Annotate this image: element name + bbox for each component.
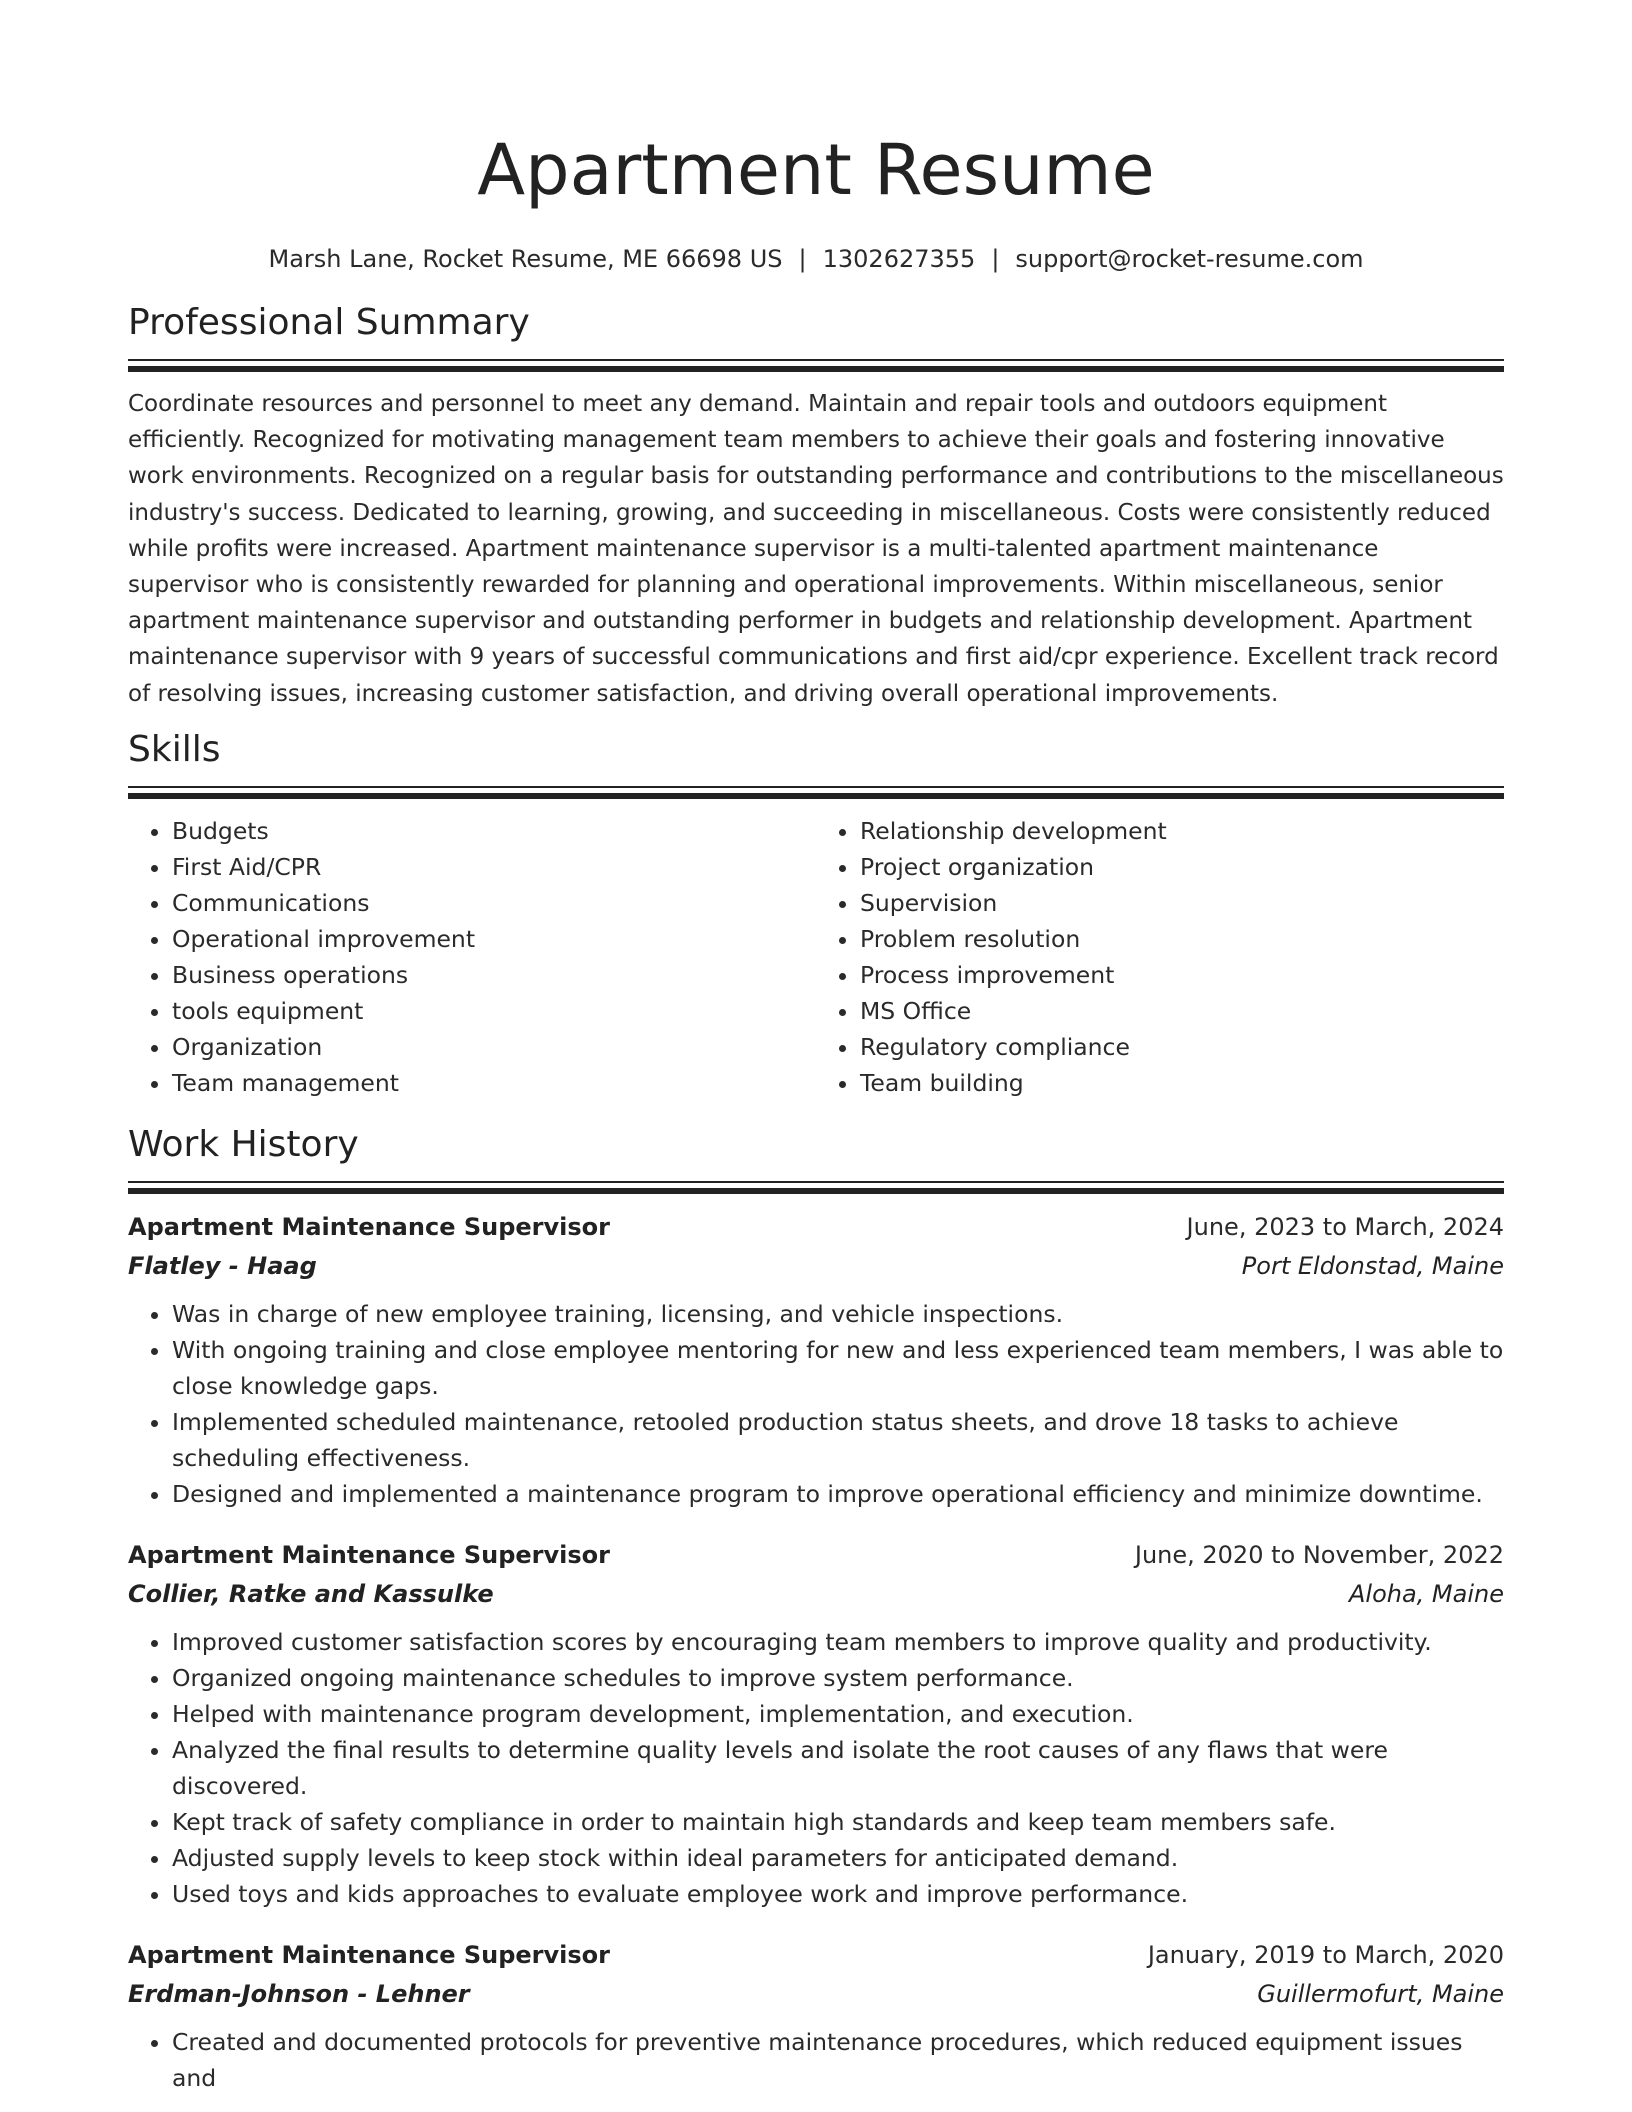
skill-item: • Communications: [172, 885, 816, 921]
job-dates: January, 2019 to March, 2020: [1147, 1940, 1504, 1969]
skill-item: • Organization: [172, 1029, 816, 1065]
job-subheader: [128, 1974, 1504, 2014]
work-history-heading: Work History: [128, 1123, 359, 1165]
skill-item: • MS Office: [860, 993, 1504, 1029]
skill-item: • Operational improvement: [172, 921, 816, 957]
summary-heading: Professional Summary: [128, 302, 530, 343]
job-subheader: [128, 1246, 1504, 1286]
job-entry: [128, 1936, 1504, 2096]
summary-section: [128, 301, 1504, 712]
skill-item: • First Aid/CPR: [172, 849, 816, 885]
job-header: [128, 1208, 1504, 1246]
job-title: Apartment Maintenance Supervisor: [128, 1540, 610, 1569]
job-entry: [128, 1536, 1504, 1912]
job-location: Guillermofurt, Maine: [1257, 1979, 1504, 2008]
skill-item: • Business operations: [172, 957, 816, 993]
job-bullets: [128, 1296, 1504, 1512]
job-entry: [128, 1208, 1504, 1512]
job-bullet: • Adjusted supply levels to keep stock within ideal parameters for anticipated demand.: [172, 1840, 1504, 1876]
skills-columns: [128, 813, 1504, 1101]
skills-list-right: [816, 813, 1504, 1101]
job-title: Apartment Maintenance Supervisor: [128, 1212, 610, 1241]
skill-item: • Supervision: [860, 885, 1504, 921]
contact-line: [128, 243, 1504, 275]
job-dates: June, 2020 to November, 2022: [1134, 1540, 1504, 1569]
skill-item: • Regulatory compliance: [860, 1029, 1504, 1065]
skill-item: • Project organization: [860, 849, 1504, 885]
contact-phone: 1302627355: [822, 245, 976, 273]
job-company: Flatley - Haag: [128, 1251, 317, 1280]
job-bullet: • Created and documented protocols for preventive maintenance procedures, which reduced equipment issues and: [172, 2024, 1504, 2096]
skill-item: • Problem resolution: [860, 921, 1504, 957]
job-title: Apartment Maintenance Supervisor: [128, 1940, 610, 1969]
job-bullet: • Designed and implemented a maintenance program to improve operational efficiency and minimize downtime.: [172, 1476, 1504, 1512]
section-divider: [128, 1181, 1504, 1194]
job-bullet: • Analyzed the final results to determine quality levels and isolate the root causes of any flaws that were discovered.: [172, 1732, 1504, 1804]
job-bullets: [128, 1624, 1504, 1912]
job-header: [128, 1936, 1504, 1974]
skill-item: • Team building: [860, 1065, 1504, 1101]
job-subheader: [128, 1574, 1504, 1614]
skills-list-left: [128, 813, 816, 1101]
skills-heading: Skills: [128, 728, 221, 770]
job-bullet: • Helped with maintenance program development, implementation, and execution.: [172, 1696, 1504, 1732]
job-location: Aloha, Maine: [1348, 1579, 1504, 1608]
skill-item: • tools equipment: [172, 993, 816, 1029]
job-company: Erdman-Johnson - Lehner: [128, 1979, 470, 2008]
summary-text: Coordinate resources and personnel to meet any demand. Maintain and repair tools and outdoors equipment efficiently. Recognized for motivating management team members to achieve their goals and fostering innovative work environments. Recognized on a regular basis for outstanding performance and contributions to the miscellaneous industry's success. Dedicated to learning, growing, and succeeding in miscellaneous. Costs were consistently reduced while profits were increased. Apartment maintenance supervisor is a multi-talented apartment maintenance supervisor who is consistently rewarded for planning and operational improvements. Within miscellaneous, senior apartment maintenance supervisor and outstanding performer in budgets and relationship development. Apartment maintenance supervisor with 9 years of successful communications and first aid/cpr experience. Excellent track record of resolving issues, increasing customer satisfaction, and driving overall operational improvements.: [128, 391, 1504, 707]
job-bullet: • Implemented scheduled maintenance, retooled production status sheets, and drove 18 tasks to achieve scheduling effectiveness.: [172, 1404, 1504, 1476]
job-bullet: • With ongoing training and close employee mentoring for new and less experienced team members, I was able to close knowledge gaps.: [172, 1332, 1504, 1404]
job-header: [128, 1536, 1504, 1574]
job-company: Collier, Ratke and Kassulke: [128, 1579, 494, 1608]
skill-item: • Process improvement: [860, 957, 1504, 993]
work-history-section: [128, 1123, 1504, 2096]
contact-separator: |: [991, 245, 1000, 273]
job-bullet: • Used toys and kids approaches to evaluate employee work and improve performance.: [172, 1876, 1504, 1912]
job-bullets: [128, 2024, 1504, 2096]
section-divider: [128, 359, 1504, 372]
job-location: Port Eldonstad, Maine: [1241, 1251, 1504, 1280]
section-divider: [128, 786, 1504, 799]
contact-address: Marsh Lane, Rocket Resume, ME 66698 US: [268, 245, 783, 273]
job-bullet: • Was in charge of new employee training, licensing, and vehicle inspections.: [172, 1296, 1504, 1332]
skill-item: • Relationship development: [860, 813, 1504, 849]
job-bullet: • Improved customer satisfaction scores by encouraging team members to improve quality and productivity.: [172, 1624, 1504, 1660]
job-bullet: • Kept track of safety compliance in order to maintain high standards and keep team members safe.: [172, 1804, 1504, 1840]
skills-section: [128, 728, 1504, 1101]
contact-separator: |: [798, 245, 807, 273]
resume-title: Apartment Resume: [477, 129, 1155, 211]
skill-item: • Team management: [172, 1065, 816, 1101]
skill-item: • Budgets: [172, 813, 816, 849]
contact-email[interactable]: support@rocket-resume.com: [1015, 245, 1364, 273]
job-bullet: • Organized ongoing maintenance schedules to improve system performance.: [172, 1660, 1504, 1696]
job-dates: June, 2023 to March, 2024: [1186, 1212, 1504, 1241]
